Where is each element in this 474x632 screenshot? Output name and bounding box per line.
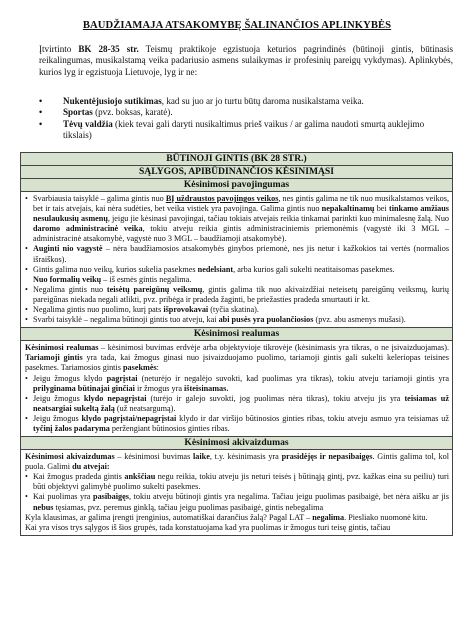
list-item-term: Tėvų valdžia	[63, 118, 113, 129]
list-item: • Kai žmogus pradeda gintis ankščiau negu reikia, tokiu atveju jis neturi teisės į būtinąją gintį, pvz. kažkas eina su peiliu) turi būti objektyvi galimybė puolimo sukelti pasekmes.	[25, 472, 449, 492]
list-item-text: , kad su juo ar jo turtu būtų daroma nusikalstama veika.	[161, 96, 364, 106]
section-paragraph: Kai yra visos trys sąlygos iš šios grupės, tada konstatuojama kad yra puolimas ir žmogus turi teisę gintis, tačiau	[25, 522, 391, 532]
section-header: Kėsinimosi realumas	[21, 328, 452, 341]
list-item: • Svarbi taisyklė – negalima būtinoji gintis tuo atveju, kai abi pusės yra puolančiosios (pvz. abu asmenys mušasi).	[25, 315, 449, 325]
list-item: • Svarbiausia taisyklė – galima gintis nuo BĮ uždraustos pavojingos veikos, nes gintis galima ne tik nuo musikalstamos veikos, bet ir tais atvejais, kai nėra sudėties, bet veika vistiek yra pavojinga. Galima gintis nuo nepakaltinamų bei tinkamo amžiaus nesulaukusių asmenų, jeigu jie kėsinasi pavojingai, tačiau tokiais atvejais reikia tinkamai parinkti kuo minimalesnę žalą. Nuo daromo administracinė veika, tokiu atveju reikia gintis administraciniemis priemonėmis (vagystė iki 3 MGL – administracinė atsakomybė, vagystė nuo 3 MGL – baudžiamoji atsakomybė).	[25, 194, 449, 244]
list-item: • Negalima gintis nuo puolimo, kurį pats išprovokavai (tyčia skatina).	[25, 305, 449, 315]
list-item-text: (pvz. boksas, karatė).	[92, 107, 173, 118]
list-item: • Jeigu žmogus klydo pagrįstai (neturėjo ir negalėjo suvokti, kad puolimas yra tikras), tokiu atveju tariamoji gintis yra prilyginama būtinajai ginčiai ir žmogus yra išteisinamas.	[25, 374, 449, 394]
section-reality	[21, 341, 452, 437]
circumstance-list	[39, 96, 453, 142]
list-item-term: Nukentėjusiojo sutikimas	[63, 96, 162, 106]
section-header: Kėsinimosi pavojingumas	[21, 179, 452, 192]
section-paragraph: Kyla klausimas, ar galima įrengti įrenginius, automatiškai darančius žalą? Pagal LAT – negalima. Piesliako nuomonė kitu.	[25, 512, 428, 522]
table-header: BŪTINOJI GINTIS (BK 28 STR.)	[21, 153, 452, 166]
list-item-term: Sportas	[63, 107, 93, 118]
section-paragraph: Kėsinimosi akivaizdumas – kėsinimosi buvimas laike, t.y. kėsinimasis yra prasidėjęs ir nepasibaigęs. Gintis galima tol, kol puola. Galimi du atvejai:	[25, 452, 449, 472]
list-item: • Gintis galima nuo veikų, kurios sukelia pasekmes nedelsiant, arba kurios gali sukelti neatitaisomas pasekmes. Nuo formalių veikų – iš esmės gintis negalima.	[25, 265, 449, 285]
list-item: • Negalima gintis nuo teisėtų pareigūnų veiksmų, gintis galima tik nuo akivaizdžiai neteisetų pareigūnų veiksmų, kurių pareigūnas niekada negali atlikti, pvz. pribėga ir pradeda žaginti, be priežasties pradeda smurtauti ir kt.	[25, 285, 449, 305]
section-danger	[21, 192, 452, 328]
list-item: • Jeigu žmogus klydo nepagrįstai (turėjo ir galejo suvokti, jog puolimas nėra tikras), tokiu atveju jis yra teisiamas už neatsargiai sukeltą žalą (už neatsargumą).	[25, 394, 449, 414]
list-item: • Auginti nio vagystė – nėra baudžiamosios atsakomybės ginybos priemonė, nes jis netur i kažkokios tai vertės (normalios išraiškos).	[25, 244, 449, 264]
list-item: • Kai puolimas yra pasibaigęs, tokiu atveju būtinoji gintis yra negalima. Tačiau jeigu puolimas pasibaigė, bet nėra aišku ar jis nebus tęsiamas, pvz. peremus ginklą, tačiau jeigu puolimas pasibaigė, gintis nebegalima	[25, 492, 449, 512]
section-header: Kėsinimosi akivaizdumas	[21, 437, 452, 450]
list-item	[39, 119, 453, 142]
intro-paragraph	[39, 44, 453, 78]
list-item-text: (kiek tevai gali daryti nusikaltimus prieš vaikus / ar galima naudoti smurtą auklejimo tikslais)	[63, 118, 425, 141]
defense-table	[20, 152, 453, 536]
intro-text-rest: Teismų praktikoje egzistuoja keturios pagrindinės (būtinoji gintis, būtinasis reikalingumas, musikalstamą veika padariusio asmens sulaikymas ir profesinių pareigų vykdymas). Aplinkybės, kurios lyg ir egzistuoja Lietuvoje, lyg ir ne:	[39, 44, 453, 77]
section-imminence	[21, 450, 452, 535]
list-item: • Jeigu žmogus klydo pagrįstai/nepagrįstai klydo ir dar viršijo būtinosios ginties ribas, tokiu atveju asmuo yra teisiamas už tyčinį žalos padaryma peržengiant būtinosios ginties ribas.	[25, 414, 449, 434]
intro-article-ref: BK 28-35 str.	[78, 44, 139, 54]
list-item	[39, 96, 453, 107]
page-title: BAUDŽIAMAJA ATSAKOMYBĘ ŠALINANČIOS APLINKYBĖS	[82, 20, 392, 31]
list-item	[39, 107, 453, 118]
table-header: SĄLYGOS, APIBŪDINANČIOS KĖSINIMĄSI	[21, 166, 452, 179]
intro-text: Įtvirtinto	[39, 44, 79, 54]
section-paragraph: Kėsinimosi realumas – kėsinimosi buvimas erdvėje arba objektyvioje tikrovėje (kėsinimasis yra tikras, o ne įsivaizduojamas). Tariamoji gintis yra tada, kai žmogus ginasi nuo įsivaizduojamo puolimo, tariamoji gintis gali sukelti keleriopas teisines pasekmes. Tariamosios gintis pasekmės:	[25, 343, 450, 373]
